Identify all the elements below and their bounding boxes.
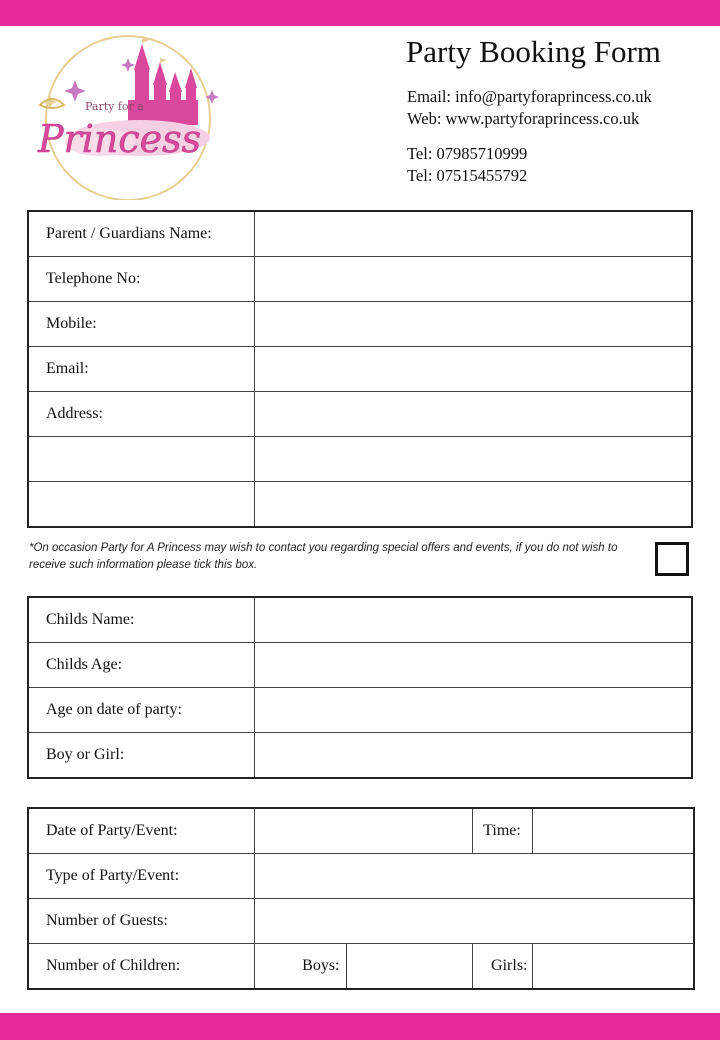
address-field-line-2[interactable] <box>254 437 692 482</box>
guardian-details-table <box>27 210 693 528</box>
boys-label: Boys: <box>254 944 346 990</box>
contact-web-block <box>407 86 652 130</box>
table-row <box>28 211 692 257</box>
table-row <box>28 347 692 392</box>
address-label: Address: <box>28 392 254 437</box>
logo-tagline: Party for a <box>85 100 144 113</box>
table-row <box>28 688 692 733</box>
blank-label-cell <box>28 482 254 528</box>
table-row <box>28 854 694 899</box>
boy-or-girl-field[interactable] <box>254 733 692 779</box>
page-title: Party Booking Form <box>406 34 661 69</box>
party-type-field[interactable] <box>254 854 694 899</box>
telephone-field[interactable] <box>254 257 692 302</box>
time-label: Time: <box>472 808 532 854</box>
bottom-pink-band <box>0 1013 720 1040</box>
address-field-line-1[interactable] <box>254 392 692 437</box>
email-field[interactable] <box>254 347 692 392</box>
mobile-label: Mobile: <box>28 302 254 347</box>
logo-wordmark: Princess <box>38 117 202 161</box>
guests-label: Number of Guests: <box>28 899 254 944</box>
party-type-label: Type of Party/Event: <box>28 854 254 899</box>
boys-field[interactable] <box>346 944 472 990</box>
child-age-field[interactable] <box>254 643 692 688</box>
child-age-label: Childs Age: <box>28 643 254 688</box>
email-label: Email: <box>28 347 254 392</box>
marketing-opt-out-notice: *On occasion Party for A Princess may wish to contact you regarding special offers and events, if you do not wish to receive such information please tick this box. <box>29 542 618 571</box>
guests-field[interactable] <box>254 899 694 944</box>
age-on-party-label: Age on date of party: <box>28 688 254 733</box>
table-row <box>28 257 692 302</box>
children-label: Number of Children: <box>28 944 254 990</box>
contact-phone-block <box>407 143 527 187</box>
table-row <box>28 482 692 528</box>
contact-email: Email: info@partyforaprincess.co.uk <box>407 87 652 106</box>
contact-tel-2: Tel: 07515455792 <box>407 166 528 185</box>
table-row <box>28 643 692 688</box>
table-row <box>28 437 692 482</box>
child-name-label: Childs Name: <box>28 597 254 643</box>
table-row <box>28 944 694 990</box>
party-date-label: Date of Party/Event: <box>28 808 254 854</box>
top-pink-band <box>0 0 720 26</box>
telephone-label: Telephone No: <box>28 257 254 302</box>
child-name-field[interactable] <box>254 597 692 643</box>
contact-web: Web: www.partyforaprincess.co.uk <box>407 109 640 128</box>
contact-tel-1: Tel: 07985710999 <box>407 144 528 163</box>
party-for-a-princess-logo <box>30 30 220 200</box>
child-details-table <box>27 596 693 779</box>
table-row <box>28 302 692 347</box>
mobile-field[interactable] <box>254 302 692 347</box>
table-row <box>28 597 692 643</box>
table-row <box>28 733 692 779</box>
opt-out-checkbox[interactable] <box>655 542 689 576</box>
girls-field[interactable] <box>532 944 694 990</box>
table-row <box>28 392 692 437</box>
time-field[interactable] <box>532 808 694 854</box>
boy-or-girl-label: Boy or Girl: <box>28 733 254 779</box>
table-row <box>28 808 694 854</box>
blank-label-cell <box>28 437 254 482</box>
guardian-name-label: Parent / Guardians Name: <box>28 211 254 257</box>
age-on-party-field[interactable] <box>254 688 692 733</box>
party-details-table <box>27 807 695 990</box>
table-row <box>28 899 694 944</box>
party-date-field[interactable] <box>254 808 472 854</box>
guardian-name-field[interactable] <box>254 211 692 257</box>
girls-label: Girls: <box>472 944 532 990</box>
address-field-line-3[interactable] <box>254 482 692 528</box>
